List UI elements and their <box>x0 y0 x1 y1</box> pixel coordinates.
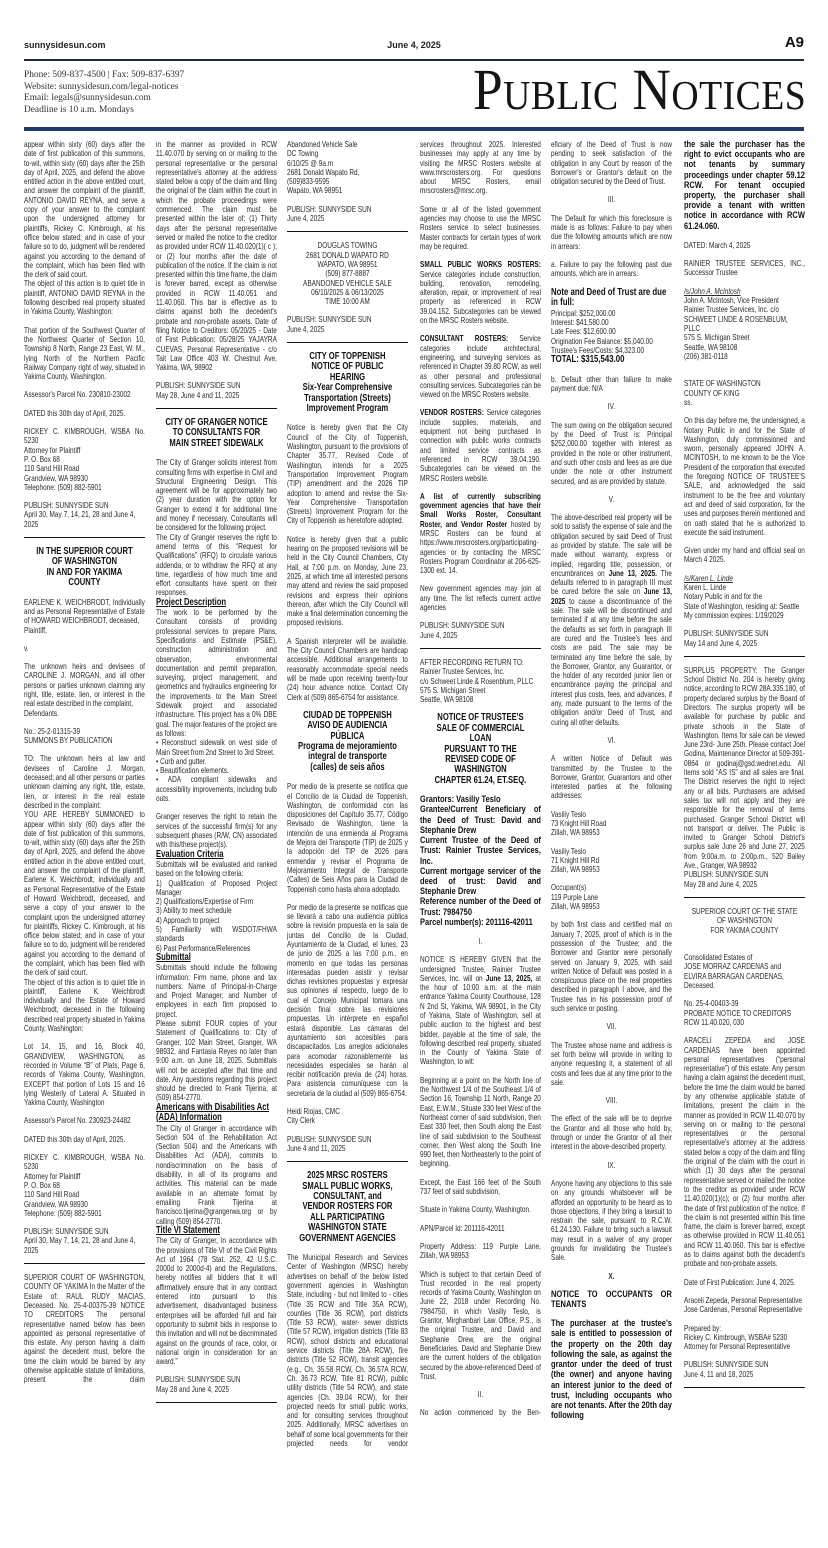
notice-text: No. 25-4-00403-39 PROBATE NOTICE TO CREDITORS RCW 11.40.020, 030 <box>684 998 792 1027</box>
notice-paragraph: The City of Granger reserves the right to amend terms of this “Request for Qualifications” (RFQ) to circulate various addenda, or to withdraw the RFQ at any time, regardless of how much time and effort consultants have spent on their responses. <box>156 531 277 598</box>
column-3 <box>287 140 408 1448</box>
column-6 <box>684 140 805 1395</box>
notice-paragraph: eficiary of the Deed of Trust is now pending to seek satisfaction of the obligation in any Court by reason of the Borrower's or Grantor's default on the obligation secured by the Deed of Trust. <box>551 139 672 187</box>
notice-text: STATE OF WASHINGTON COUNTY OF KING ss. <box>684 378 761 407</box>
divider-rule <box>156 1402 277 1403</box>
divider-rule <box>24 537 145 538</box>
notice-paragraph: RAINIER TRUSTEE SERVICES, INC., Successor Trustee <box>684 258 805 278</box>
notice-centered-text: DOUGLAS TOWING 2681 DONALD WAPATO RD WAPATO, WA 98951 (509) 877-8887 ABANDONED VEHICLE SALE 06/10/2025 & 06/13/2025 TIME 10:00 AM <box>303 240 392 307</box>
notice-paragraph: appear within sixty (60) days after the date of first publication of this summons, to-wit, within sixty (60) days after the 25th day of April, 2025, and defend the above entitled action in the above entitled court, and answer the complaint of the plaintiff, ANTONIO DAVID REYNA, and serve a copy of your answer to the complaint upon the undersigned attorney for plaintiffs, Rickey C. Kimbrough, at his office below stated; and in case of your failure so to do, judgment will be rendered against you according to the demand of the complaint, which has been filed with the clerk of said court. <box>24 139 145 280</box>
notice-paragraph: Some or all of the listed government agencies may choose to use the MRSC Rosters service to select businesses. Master contracts for certain types of work may be required. <box>420 203 541 251</box>
notice-text: DATED this 30th day of April, 2025. <box>24 407 126 418</box>
bold-paragraph: the sale the purchaser has the right to evict occupants who are not tenants by summary proceedings under chapter 59.12 RCW. For tenant occupied property, the purchaser shall provide a tenant with written notice in accordance with RCW 61.24.060. <box>684 139 805 232</box>
notice-text: 4) Approach to project <box>156 914 220 925</box>
divider-rule <box>684 1387 805 1388</box>
notice-text: DATED this 30th day of April, 2025. <box>24 1133 126 1144</box>
notice-paragraph: Anyone having any objections to this sale on any grounds whatsoever will be afforded an opportunity to be heard as to those objections, if they bring a lawsuit to restrain the sale, pursuant to R.C.W. 61.24.130. Failure to bring such a lawsuit may result in a waiver of any proper grounds for invalidating the Trustee's Sale. <box>551 1177 672 1263</box>
notice-text: PUBLISH: SUNNYSIDE SUN June 4, 2025 <box>420 620 505 640</box>
section-numeral: I. <box>478 935 483 946</box>
notice-paragraph <box>420 260 541 325</box>
notice-text: AFTER RECORDING RETURN TO: Rainier Trustee Services, Inc. c/o Schweet Linde & Rosenblum, PLLC 575 S. Michigan Street Seattle, WA 98108 <box>420 656 534 705</box>
notice-paragraph: The City of Granger, in accordance with the provisions of Title VI of the Civil Rights Act of 1964 (78 Stat. 252, 42 U.S.C. 2000d to 2000d-4) and the Regulations, hereby notifies all bidders that it will affirmatively ensure that in any contract entered into pursuant to this advertisement, disadvantaged business enterprises will be afforded full and fair opportunity to submit bids in response to this invitation and will not be discriminated against on the grounds of race, color, or national origin in consideration for an award.” <box>156 1235 277 1367</box>
notice-text: 6) Past Performance/References <box>156 942 251 953</box>
notice-paragraph: b. Default other than failure to make payment due: N/A <box>551 373 672 394</box>
notice-paragraph: Except, the East 166 feet of the South 737 feet of said subdivision, <box>420 1176 541 1197</box>
notice-paragraph: SURPLUS PROPERTY: The Granger School District No. 204 is hereby giving notice, according to RCW 28A.335.180, of property declared surplus by the Board of Directors. The surplus property will be available for purchase by public and private schools in the State of Washington. Items for sale can be viewed June 23rd- June 25th. Please contact Joel Godina, Maintenance Director at 509-391-0864 or godinaj@gsd.wednet.edu. All items sold “AS IS” and all sales are final. The District reserves the right to reject any or all bids. Purchasers are advised sales tax will not apply and they are responsible for the removal of items purchased. Granger School District will not transport or deliver. The Public is invited to Granger School District's surplus sale June 26 and June 27, 2025 from 9:00a.m. to 2:00p.m., 520 Bailey Ave., Granger, WA 98932 <box>684 664 805 871</box>
notice-paragraph: Notice is hereby given that a public hearing on the proposed revisions will be held in the City Council Chambers, City Hall, at 7:00 p.m. on Monday, June 23, 2025, at which time all interested persons may attend and review the said proposed revisions and express their opinions thereon, after which the City Council will make a final determination concerning the proposed revisions. <box>287 533 408 628</box>
page-title: Public Notices <box>472 57 806 122</box>
bold-text: June 13, 2025, <box>485 972 533 983</box>
notice-paragraph <box>551 513 672 727</box>
notice-paragraph: Submittals will be evaluated and ranked based on the following criteria: <box>156 858 277 879</box>
notice-paragraph: Lot 14, 15, and 16, Block 40, GRANDVIEW, WASHINGTON, as recorded in Volume “B” of Plats, Page 6, records of Yakima County, Washington, EXCEPT that portion of Lots 15 and 16 lying Westerly of Lateral A. Situated in Yakima County, Washington <box>24 1041 145 1108</box>
notice-paragraph: Situate in Yakima County, Washington. <box>420 1204 531 1215</box>
notice-paragraph: Please submit FOUR copies of your Statement of Qualifications to: City of Granger, 102 Main Street, Granger, WA 98932, and Fantasia Reyes no later than 9:00 a.m. on June 18, 2025. Submittals will not be accepted after that time and date. Any questions regarding this project should be directed to Frank Tijerina, at (509) 854-2770. <box>156 1018 277 1103</box>
notice-paragraph: The City of Granger in accordance with Section 504 of the Rehabilitation Act (Section 504) and the Americans with Disabilities Act (ADA), commits to nondiscrimination on the basis of disability, in all of its programs and activities. This material can be made available in an alternate format by emailing Frank Tijerina at francisco.tijerina@grangerwa.org or by calling (509) 854-2770. <box>156 1122 277 1226</box>
paragraph-text: hosted by MRSC Rosters can be found at https://www.mrscrosters.org/participating-agencies or by contacting the MRSC Rosters Program Coordinator at 206-625-1300 ext. 14. <box>420 518 541 576</box>
notice-text: No.: 25-2-01315-39 SUMMONS BY PUBLICATION <box>24 725 113 746</box>
notice-text: 2) Qualifications/Expertise of Firm <box>156 896 254 907</box>
bold-line: Note and Deed of Trust are due in full: <box>551 286 667 309</box>
notice-paragraph: The Municipal Research and Services Center of Washington (MRSC) hereby advertises on behalf of the below listed government agencies in Washington State, including - but not limited to - cities (Title 35 RCW and Title 35A RCW), counties (Title 36 RCW), port districts (Title 53 RCW), water- sewer districts (Title 57 RCW), irrigation districts (Title 83 RCW), school districts and educational service districts (Title 28A RCW), fire districts (Title 52 RCW), transit agencies (e.g., Ch. 35.58 RCW, Ch. 36.57A RCW, Ch. 36.73 RCW, Title 81 RCW), public utility districts (Title 54 RCW), and state agencies (Ch. 39.04 RCW), for their projected needs for small public works, and for consulting services throughout 2025. Additionally, MRSC advertises on behalf of some local governments for their projected needs for vendor <box>287 1252 408 1448</box>
notice-paragraph: in the manner as provided in RCW 11.40.070 by serving on or mailing to the personal representative or the personal representative's attorney at the address stated below a copy of the claim and filing the original of the claim within the court in which the probate proceedings were commenced. The claim must be presented within the later of: (1) Thirty days after the personal representative served or mailed the notice to the creditor as provided under RCW 11.40.020(1)( c ); or (2) four months after the date of publication of the notice. If the claim is not presented within this time frame, the claim is forever barred, except as otherwise provided in RCW 11.40.051 and 11.40.060. This bar is effective as to claims against both the decedent's probate and non-probate assets. Date of filing Notice to Creditors: 05/20/25 - Date of First Publication: 05/28/25 YAJAYRA CUEVAS, Personal Representative - c/o Tait Law Office 403 W. Chestnut Ave, Yakima, WA, 98902 <box>156 139 277 373</box>
notice-paragraph: RICKEY C. KIMBROUGH, WSBA No. 5230 Attorney for Plaintiff P. O. Box 68 110 Sand Hill Road Grandview, WA 98930 Telephone: (509) 882-5901 <box>24 1152 145 1218</box>
notice-text: PUBLISH: SUNNYSIDE SUN June 4, 2025 <box>287 203 372 224</box>
column-4 <box>420 140 541 1418</box>
notice-text: Assessor's Parcel No. 230810-23002 <box>24 389 131 400</box>
bold-line: TOTAL: $315,543.00 <box>551 354 625 366</box>
divider-rule <box>24 1263 145 1264</box>
paragraph-text: NOTICE IS HEREBY GIVEN that the undersigned Trustee, Rainier Trustee Services, Inc. will on <box>420 954 541 983</box>
notice-paragraph: Property Address: 119 Purple Lane, Zillah, WA 98953 <box>420 1240 541 1261</box>
notice-text: PUBLISH: SUNNYSIDE SUN June 4 and 11, 2025 <box>287 1133 372 1153</box>
notice-paragraph: The Default for which this foreclosure is made is as follows: Failure to pay when due the following amounts which are now in arrears: <box>551 212 672 251</box>
paragraph-text: Service categories include architectural, engineering, and surveying services as referenced in Chapter 39.80 RCW, as well as other personal and professional consulting services. Subcategories can be viewed on the MRSC Rosters website. <box>420 333 541 400</box>
notice-paragraph: Por medio de la presente se notifica que el Concilio de la Ciudad de Toppenish, Washington, de conformidad con las disposiciones del Capítulo 35.77, Código Revisado de Washington, tiene la intención de una enmienda al Programa de Mejora del Transporte (TIP) de 2025 y la adopción del TIP de 2026 para enmendar y revisar el Programa de Mejoramiento Integral de Transporte (Calles) de Seis Años para la Ciudad de Toppenish como hasta ahora adoptado. <box>287 781 408 894</box>
notice-text: Assessor's Parcel No. 230923-24482 <box>24 1115 131 1126</box>
notice-text: APN/Parcel Id: 201116-42011 <box>420 1222 505 1233</box>
notice-paragraph: Submittals should include the following information: Firm name, phone and tax numbers; Name of Principal-in-Charge and Project Manager; and Number of employees in each firm proposed to project. <box>156 962 277 1019</box>
section-numeral: V. <box>608 493 615 504</box>
divider-rule <box>287 231 408 232</box>
paragraph-text: Service categories include supplies, materials, and equipment not being purchased in connection with public works contracts and limited service contracts as referenced in RCW 39.04.190. Subcategories can be viewed on the MRSC Rosters website. <box>420 407 541 483</box>
section-numeral: IV. <box>607 401 616 412</box>
notice-paragraph: No action commenced by the Ben- <box>420 1407 541 1418</box>
notice-heading: 2025 MRSC ROSTERS SMALL PUBLIC WORKS, CONSULTANT, and VENDOR ROSTERS FOR ALL PARTICIPATING WASHINGTON STATE GOVERNMENT AGENCIES <box>299 1170 396 1244</box>
notice-paragraph: by both first class and certified mail on January 7, 2025, proof of which is in the possession of the Trustee; and the Borrower and Grantor were personally served on January 9, 2025, with said written Notice of Default was posted in a conspicuous place on the real properties described in paragraph I above, and the Trustee has in his possession proof of such service or posting. <box>551 919 672 1014</box>
notice-text: Karen L. Linde Notary Public in and for the State of Washington, residing at: Seattle My commission expires: 1/19/2029 <box>684 582 800 620</box>
notice-heading: IN THE SUPERIOR COURT OF WASHINGTON IN AND FOR YAKIMA COUNTY <box>36 545 133 589</box>
title-bar <box>24 127 804 131</box>
bold-text: VENDOR ROSTERS: <box>420 407 484 418</box>
notice-heading: CITY OF GRANGER NOTICE TO CONSULTANTS FOR MAIN STREET SIDEWALK <box>165 417 268 449</box>
notice-paragraph: 1) Qualification of Proposed Project Manager <box>156 877 277 897</box>
page-number: A9 <box>784 34 804 51</box>
notice-text: DATED: March 4, 2025 <box>684 239 751 250</box>
notice-paragraph: Beginning at a point on the North line of the Northwest 1/4 of the Southeast 1/4 of Section 16, Township 11 North, Range 20 East, E.W.M., Situate 330 feet West of the Northeast corner of said subdivision, then East 330 feet, then South along the East line of said subdivision to the Southeast corner, then West along the South line 990 feet, then Northeasterly to the point of beginning. <box>420 1074 541 1169</box>
notice-heading: CITY OF TOPPENISH NOTICE OF PUBLIC HEARING Six-Year Comprehensive Transportation (Streets) Improvement Program <box>302 351 393 415</box>
notice-paragraph: RICKEY C. KIMBROUGH, WSBA No. 5230 Attorney for Plaintiff P. O. Box 68 110 Sand Hill Road Grandview, WA 98930 Telephone: (509) 882-5901 <box>24 426 145 492</box>
notice-paragraph: a. Failure to pay the following past due amounts, which are in arrears: <box>551 258 672 279</box>
notice-paragraph: Date of First Publication: June 4, 2025. <box>684 1276 796 1287</box>
notice-text: PUBLISH: SUNNYSIDE SUN May 28 and June 4, 2025 <box>156 1374 241 1394</box>
section-subheading: Submittal <box>156 951 191 963</box>
divider-rule <box>287 1161 408 1162</box>
notice-paragraph: Which is subject to that certain Deed of Trust recorded in the real property records of Yakima County, Washington on June 22, 2018 under Recording No. 7984750, in which Vasiliy Teslo, is Grantor, Mirghanbari Law Office, P.S., is the original Trustee, and David and Stephanie Drew, are the original Beneficiaries. David and Stephanie Drew are the current holders of the obligation secured by the above-referenced Deed of Trust. <box>420 1268 541 1381</box>
notice-paragraph: The effect of the sale will be to deprive the Grantor and all those who hold by, through or under the Grantor of all their interest in the above-described property. <box>551 1113 672 1152</box>
notice-text: PUBLISH: SUNNYSIDE SUN June 4, 2025 <box>287 314 372 334</box>
bold-paragraph: Grantors: Vasiliy Teslo Grantee/Current Beneficiary of the Deed of Trust: David and Stephanie Drew Current Trustee of the Deed of Trust: Rainier Trustee Services, Inc. Current mortgage servicer of the deed of trust: David and Stephanie Drew Reference number of the Deed of Trust: 7984750 Parcel number(s): 201116-42011 <box>420 794 541 928</box>
section-numeral: IX. <box>607 1159 616 1170</box>
notice-text: PUBLISH: SUNNYSIDE SUN May 28, June 4 and 11, 2025 <box>156 380 241 400</box>
notice-paragraph: On this day before me, the undersigned, a Notary Public in and for the State of Washington, duly commissioned and sworn, personally appeared JOHN A. MCINTOSH, to me known to be the Vice President of the corporation that executed the foregoing NOTICE OF TRUSTEE'S SALE, and acknowledged the said instrument to be the free and voluntary act and deed of said corporation, for the uses and purposes therein mentioned and on oath stated that he is authorized to execute the said instrument. <box>684 415 805 537</box>
notice-text: John A. McIntosh, Vice President Rainier Trustee Services, Inc. c/o SCHWEET LINDE & ROSENBLUM, PLLC 575 S. Michigan Street Seattle, WA 98108 (206) 381-0118 <box>684 295 788 361</box>
section-numeral: VII. <box>606 1021 617 1032</box>
notice-paragraph: YOU ARE HEREBY SUMMONED to appear within sixty (60) days after the date of first publication of this summons, to-wit, within sixty (60) days after the 25th day of April, 2025, and defend the above entitled action in the above entitled court, and answer the complaint of the plaintiff, Earlene K. Weichbrodt, individually and as Personal Representative of the Estate of Howard Weichbrodt, deceased, and serve a copy of your answer to the complaint upon the undersigned attorney for plaintiffs, Rickey C. Kimbrough, at his office below stated; and in case of your failure so to do, judgment will be rendered against you according to the demand of the complaint, which has been filed with the clerk of said court. <box>24 809 145 978</box>
column-5 <box>551 140 672 1421</box>
notice-paragraph: SUPERIOR COURT OF WASHINGTON, COUNTY OF YAKIMA In the Matter of the Estate of: RAUL RUDY MACIAS, Deceased. No. 25-4-00375-39 NOTICE TO CREDITORS The personal representative named below has been appointed as personal representative of this estate. Any person having a claim against the decedent must, before the time the claim would be barred by any otherwise applicable statute of limitations, present the claim <box>24 1272 145 1385</box>
paragraph-text: The defaults referred to in paragraph III must be cured before the sale on <box>551 567 672 597</box>
issue-date: June 4, 2025 <box>387 40 441 50</box>
divider-rule <box>684 897 805 898</box>
notice-text: PUBLISH: SUNNYSIDE SUN June 4, 11 and 18, 2025 <box>684 1359 769 1379</box>
contact-info: Phone: 509-837-4500 | Fax: 509-837-6397 Website: sunnysidesun.com/legal-notices Email: legals@sunnysidesun.com Deadline is 10 a.m. Mondays <box>24 70 185 115</box>
notice-text: 3) Ability to meet schedule <box>156 905 232 916</box>
notice-paragraph: The Trustee whose name and address is set forth below will provide in writing to anyone requesting it, a statement of all costs and fees due at any time prior to the sale. <box>551 1039 672 1087</box>
notice-paragraph: Granger reserves the right to retain the services of the successful firm(s) for any subsequent phases (R/W, CN) associated with this/these project(s). <box>156 811 277 850</box>
notice-paragraph: 5) Familiarity with WSDOT/FHWA standards <box>156 924 277 944</box>
notice-paragraph <box>420 955 541 1067</box>
signature: /s/Karen L. Linde <box>684 572 733 583</box>
notice-text: Principal: $252,000.00 Interest: $41,580.00 Late Fees: $12,600.00 Origination Fee Balance: $5,040.00 Trustee's Fees/Costs: $4,323.00 <box>551 307 653 355</box>
column-2 <box>156 140 277 1410</box>
section-numeral: III. <box>607 194 616 205</box>
divider-rule <box>420 648 541 649</box>
notice-text: Heidi Riojas, CMC City Clerk <box>287 1106 340 1126</box>
bold-text: CONSULTANT ROSTERS: <box>420 333 509 344</box>
notice-paragraph: • ADA compliant sidewalks and accessibility improvements, including bulb outs. <box>156 774 277 804</box>
section-numeral: X. <box>608 1270 615 1281</box>
paragraph-text: Service categories include construction, building, renovation, remodeling, alteration, repair, or improvement of real property as referenced in RCW 39.04.152. Subcategories can be viewed on the MRSC Rosters website. <box>420 268 541 326</box>
section-numeral: VI. <box>607 734 616 745</box>
notice-paragraph <box>420 408 541 482</box>
bold-paragraph: NOTICE TO OCCUPANTS OR TENANTS <box>551 1288 672 1311</box>
notice-paragraph: Given under my hand and official seal on March 4 2025. <box>684 545 805 565</box>
notice-heading: NOTICE OF TRUSTEE'S SALE OF COMMERCIAL LOAN PURSUANT TO THE REVISED CODE OF WASHINGTON CHAPTER 61.24, ET.SEQ. <box>434 712 527 786</box>
notice-paragraph: A Spanish interpreter will be available. The City Council Chambers are handicap accessible. Additional arrangements to reasonably accommodate special needs will be made upon receiving twenty-four (24) hour advance notice. Contact City Clerk at (509) 865-6754 for assistance. <box>287 635 408 702</box>
notice-text: PUBLISH: SUNNYSIDE SUN April 30, May 7, 14, 21, 28 and June 4, 2025 <box>24 1226 136 1255</box>
notice-paragraph: ARACELI ZEPEDA and JOSE CARDENAS have been appointed personal representatives (“personal representative”) of this estate. Any person having a claim against the decedent must, before the time the claim would be barred by any otherwise applicable statute of limitations, present the claim in the manner as provided in RCW 11.40.070 by serving on or mailing to the personal representatives or the personal representative's attorney at the address stated below a copy of the claim and filing the original of the claim with the court in which (1) 30 days after the personal representative served or mailed the notice to the creditor as provided under RCW 11.40.020(1)(c); or (2) four months after the date of first publication of the notice. If the claim is not presented within this time frame, the claim is forever barred, except as otherwise provided in RCW 11.40.051 and RCW 11.40.060. This bar is effective as to claims against both the decadent's probate and non-probate assets. <box>684 1035 805 1269</box>
notice-paragraph: The object of this action is to quiet title in plaintiff, Earlene K. Weichbrodt individually and the Estate of Howard Weichbrodt, deceased in the following described real property situated in Yakima County, Washington: <box>24 976 145 1034</box>
notice-paragraph: TO: The unknown heirs at law and devisees of Caroline J. Morgan, deceased; and all other persons or parties unknown claiming any right, title, estate, lien, or interest in the real estate described in the complaint: <box>24 753 145 810</box>
bold-text: A list of currently subscribing government agencies that have their Small Works Roster, Consultant Roster, and Vendor Roster <box>420 490 541 529</box>
section-subheading: Americans with Disabilities Act (ADA) Information <box>156 1101 270 1124</box>
notice-paragraph: That portion of the Southwest Quarter of the Northwest Quarter of Section 10, Township 8 North, Range 23 East, W. M., lying North of the Northern Pacific Railway Company right of way, situated in Yakima County, Washington. <box>24 324 145 382</box>
notice-paragraph: The City of Granger solicits interest from consulting firms with expertise in Civil and Structural Engineering Design. This agreement will be for approximately two (2) year duration with the option for Granger to extend it for additional time and money if necessary. Consultants will be considered for the following project. <box>156 457 277 533</box>
divider-rule <box>684 656 805 657</box>
bold-text: SMALL PUBLIC WORKS ROSTERS: <box>420 259 541 270</box>
notice-paragraph: The work to be performed by the Consultant consists of providing professional services to prepare Plans, Specifications and Estimate (PS&E), construction administration and observation, environmental documentation and permit preparation, surveying, project management, and geometrics and hydraulics engineering for the improvements to the Main Street Sidewalk project and associated infrastructure. This project has a 0% DBE goal. The major features of the project are as follows: <box>156 607 277 738</box>
notice-text: PUBLISH: SUNNYSIDE SUN May 14 and June 4, 2025 <box>684 628 769 648</box>
notice-centered-text: SUPERIOR COURT OF THE STATE OF WASHINGTON FOR YAKIMA COUNTY <box>691 905 798 935</box>
notice-text: Prepared by: Rickey C. Kimbrough, WSBA# 5230 Attorney for Personal Representative <box>684 1322 791 1352</box>
notice-paragraph: New government agencies may join at any time. The list reflects current active agencies <box>420 583 541 613</box>
notice-text: Abandoned Vehicle Sale DC Towing 6/10/25 @ 9a.m 2681 Donald Wapato Rd, (509)833-9595 Wapato, WA 98951 <box>287 139 360 196</box>
notice-text: Vasiliy Teslo 71 Knight Hill Rd Zillah, WA 98953 <box>551 845 600 875</box>
notice-text: Araceli Zepeda, Personal Representative Jose Cardenas, Personal Representative <box>684 1294 802 1315</box>
notice-paragraph <box>420 492 541 576</box>
section-subheading: Evaluation Criteria <box>156 848 224 860</box>
notice-heading: CIUDAD DE TOPPENISH AVISO DE AUDIENCIA PÚBLICA Programa de mejoramiento integral de transporte (calles) de seis años <box>297 709 397 773</box>
section-subheading: Project Description <box>156 596 227 608</box>
notice-paragraph: Por medio de la presente se notificas que se llevará a cabo una audiencia pública sobre la revisión propuesta en la sala de juntas del Concilio de la Ciudad, Ayuntamiento de la Ciudad, el lunes, 23 de junio de 2025 a las 7:00 p.m., en momento en que todas las personas interesadas pueden asistir y revisar dichas revisiones propuestas y expresar sus opiniones al respecto, luego de lo cual el Concejo Municipal tomara una decisión final sobre las revisiones propuestas. Un intérprete en español estará disponible. Las cámaras del ayuntamiento son accesibles para discapacitados. Los arreglos adicionales para acomodar razonablemente las necesidades especiales se harán al recibir notificación previa de (24) horas. Para asistencia comuníquese con la secretaria de la ciudad al (509) 865-6754. <box>287 901 408 1098</box>
paragraph-text: to cause a discontinuance of the sale. The sale will be discontinued and terminated if at any time before the sale the defaults as set forth in paragraph III are cured and the Trustee's fees and costs are paid. The sale may be terminated any time before the sale, by the Borrower, Grantor, any Guarantor, or the holder of any recorded junior lien or encumbrance paying the principal and interest plus costs, fees, and advances, if any, made pursuant to the terms of the obligation and/or Deed of Trust, and curing all other defaults. <box>551 595 672 727</box>
notice-paragraph: • Reconstruct sidewalk on west side of Main Street from 2nd Street to 3rd Street. <box>156 737 277 757</box>
notice-paragraph: services throughout 2025. Interested businesses may apply at any time by visiting the MRSC Rosters website at www.mrscrosters.org. For questions about MRSC Rosters, email mrscrosters@mrsc.org. <box>420 139 541 196</box>
bold-paragraph: The purchaser at the trustee's sale is entitled to possession of the property on the 20th day following the sale, as against the grantor under the deed of trust (the owner) and anyone having an interest junior to the deed of trust, including occupants who are not tenants. After the 20th day following <box>551 1318 672 1422</box>
notice-text: PUBLISH: SUNNYSIDE SUN May 28 and June 4, 2025 <box>684 869 769 889</box>
notice-paragraph: Notice is hereby given that the City Council of the City of Toppenish, Washington, pursuant to the provisions of Chapter 35.77, Revised Code of Washington, intends for a 2025 Transportation Improvement Program (TIP) amendment and the 2026 TIP adoption to amend and revise the Six-Year Comprehensive Transportation (Streets) Improvement Program for the City of Toppenish as heretofore adopted. <box>287 422 408 526</box>
divider-rule <box>156 408 277 409</box>
notice-paragraph: The object of this action is to quiet title in plaintiff, ANTONIO DAVID REYNA in the following described real property situated in Yakima County, Washington: <box>24 278 145 317</box>
paragraph-text: The above-described real property will be sold to satisfy the expense of sale and the obligation secured by said Deed of Trust as provided by statute. The sale will be made without warranty, express or implied, regarding title, possession, or encumbrances on <box>551 512 672 578</box>
bold-text: June 13, 2025 <box>551 586 672 606</box>
notice-text: Occupant(s) 119 Purple Lane Zillah, WA 98953 <box>551 882 600 912</box>
notice-paragraph: The sum owing on the obligation secured by the Deed of Trust is: Principal $252,000.00 together with interest as provided in the note or other instrument, and such other costs and fees as are due under the note or other instrument secured, and as are provided by statute. <box>551 419 672 486</box>
notice-text: PUBLISH: SUNNYSIDE SUN April 30, May 7, 14, 21, 28 and June 4, 2025 <box>24 500 136 529</box>
notice-paragraph: EARLENE K. WEICHBRODT, Individually and as Personal Representative of Estate of HOWARD WEICHBRODT, deceased, Plaintiff, <box>24 596 145 635</box>
section-numeral: II. <box>477 1389 484 1400</box>
section-subheading: Title VI Statement <box>156 1224 220 1236</box>
paragraph-text: at the hour of 10:00 a.m. at the main entrance Yakima County Courthouse, 128 N 2nd St, Yakima, WA 98901, in the City of Yakima, State of Washington, sell at public auction to the highest and best bidder, payable at the time of sale, the following described real property, situated in the County of Yakima State of Washington, to wit: <box>420 972 541 1067</box>
divider-rule <box>287 342 408 343</box>
notice-paragraph <box>420 334 541 399</box>
notice-text: • Curb and gutter. <box>156 755 207 766</box>
column-1 <box>24 140 145 1385</box>
notice-paragraph: A written Notice of Default was transmitted by the Trustee to the Borrower, Grantor, Guarantors and other interested parties at the following addresses: <box>551 753 672 801</box>
section-numeral: VIII. <box>605 1095 618 1106</box>
signature: /s/John A. McIntosh <box>684 285 741 296</box>
notice-text: v. <box>24 642 29 653</box>
site-url: sunnysidesun.com <box>24 40 106 50</box>
bold-text: June 13, 2025. <box>608 567 657 578</box>
notice-text: Consolidated Estates of JOSE MORRAZ CARDENAS and ELVIRA BARRAGAN CARDENAS, Deceased. <box>684 952 784 991</box>
notice-paragraph: The unknown heirs and devisees of CAROLINE J. MORGAN, and all other persons or parties unknown claiming any right, title, estate, lien, or interest in the real estate described in the complaint, Defendants. <box>24 661 145 718</box>
notice-text: Vasiliy Teslo 73 Knight Hill Road Zillah, WA 98953 <box>551 808 607 838</box>
notice-text: • Beautification elements. <box>156 765 229 776</box>
